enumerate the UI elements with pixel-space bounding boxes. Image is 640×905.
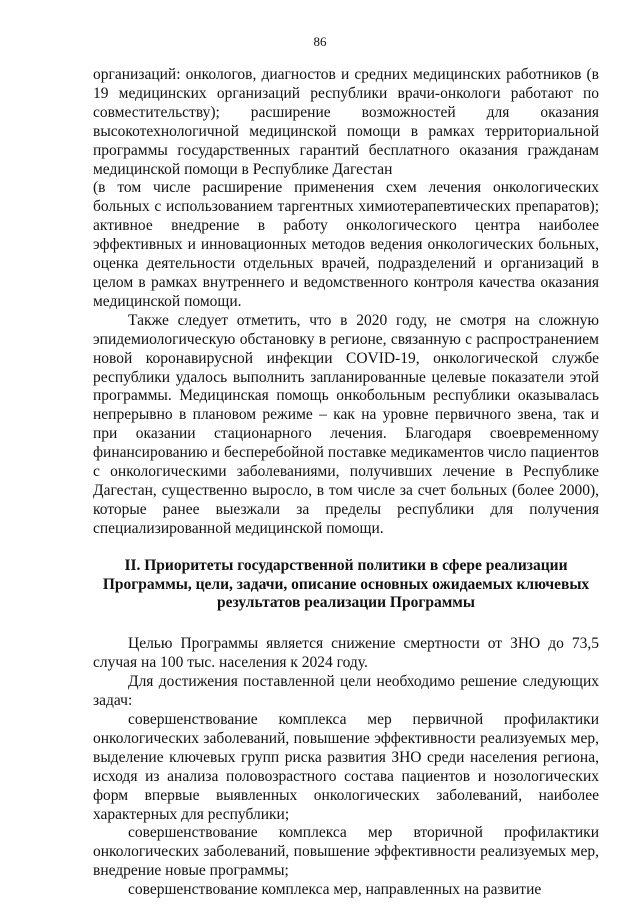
paragraph-covid-results: Также следует отметить, что в 2020 году, не смотря на сложную эпидемиологическую обстановку в регионе, связанную с распространением новой коронавирусной инфекции COVID-19, онкологической службе республики удалось выполнить запланированные целевые показатели этой программы. Медицинская помощь онкобольным республики оказывалась непрерывно в плановом режиме – как на уровне первичного звена, так и при оказании стационарного лечения. Благодаря своевременному финансированию и бесперебойной поставке медикаментов число пациентов с онкологическими заболеваниями, получивших лечение в Республике Дагестан, существенно выросло, в том числе за счет больных (более 2000), которые ранее выезжали за пределы республики для получения специализированной медицинской помощи. bbox=[93, 311, 599, 537]
paragraph-program-goal: Целью Программы является снижение смертности от ЗНО до 73,5 случая на 100 тыс. населения к 2024 году. bbox=[93, 635, 599, 672]
document-body bbox=[93, 66, 599, 900]
paragraph-treatment-expansion: (в том числе расширение применения схем лечения онкологических больных с использованием таргентных химиотерапевтических препаратов); активное внедрение в работу онкологического центра наиболее эффективных и инновационных методов ведения онкологических больных, оценка деятельности отдельных врачей, подразделений и организаций в целом в рамках внутреннего и ведомственного контроля качества оказания медицинской помощи. bbox=[93, 179, 599, 310]
paragraph-tasks-intro: Для достижения поставленной цели необходимо решение следующих задач: bbox=[93, 673, 599, 710]
task-item-secondary-prevention: совершенствование комплекса мер вторичной профилактики онкологических заболеваний, повышение эффективности реализуемых мер, внедрение новые программы; bbox=[93, 824, 599, 880]
section-title: II. Приоритеты государственной политики в сфере реализации Программы, цели, задачи, описание основных ожидаемых ключевых результатов реализации Программы bbox=[102, 556, 590, 612]
paragraph-continuation: организаций: онкологов, диагностов и средних медицинских работников (в 19 медицинских организаций республики врачи-онкологи работают по совместительству); расширение возможностей для оказания высокотехнологичной медицинской помощи в рамках территориальной программы государственных гарантий бесплатного оказания гражданам медицинской помощи в Республике Дагестан bbox=[93, 66, 599, 178]
task-item-development: совершенствование комплекса мер, направленных на развитие bbox=[128, 881, 542, 899]
page-number: 86 bbox=[313, 34, 327, 49]
task-item-primary-prevention: совершенствование комплекса мер первичной профилактики онкологических заболеваний, повышение эффективности реализуемых мер, выделение ключевых групп риска развития ЗНО среди населения региона, исходя из анализа половозрастного состава пациентов и нозологических форм впервые выявленных онкологических заболеваний, наиболее характерных для республики; bbox=[93, 711, 599, 823]
